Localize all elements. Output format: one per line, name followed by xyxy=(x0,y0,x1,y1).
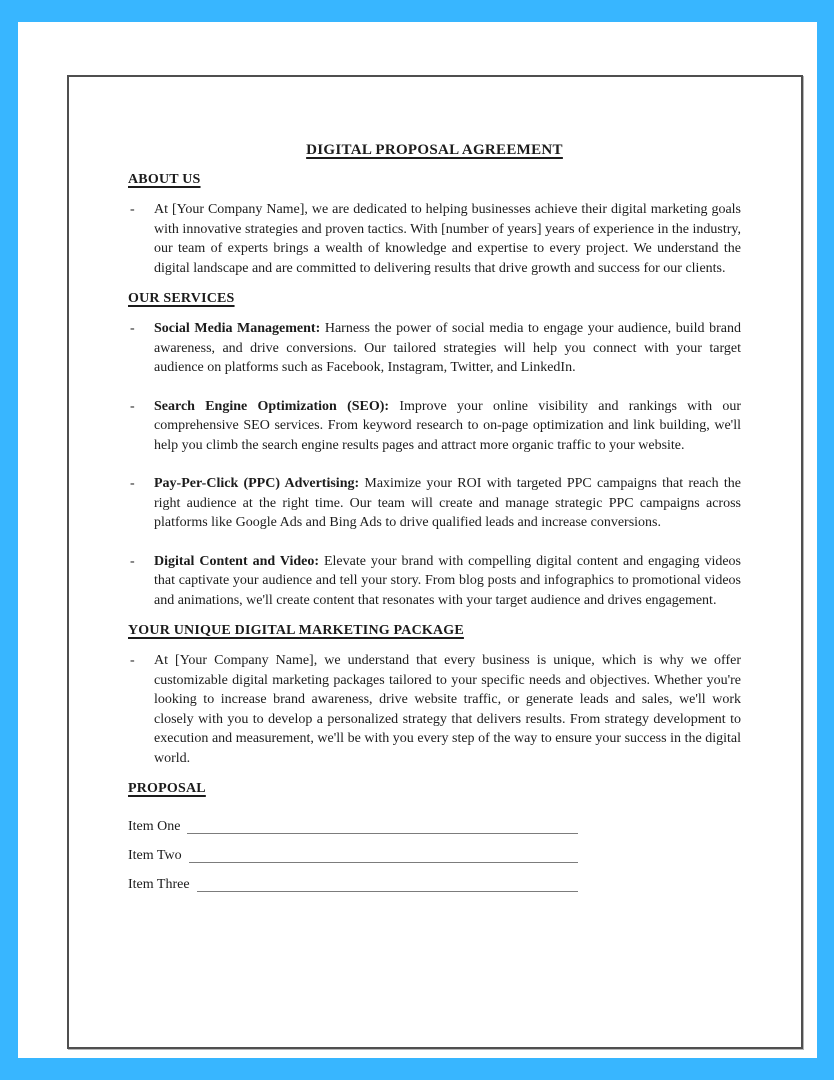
service-lead: Pay-Per-Click (PPC) Advertising: xyxy=(154,476,360,491)
service-text xyxy=(154,474,741,533)
proposal-item-label: Item Three xyxy=(128,877,190,892)
bullet-marker: - xyxy=(130,476,135,491)
service-lead: Social Media Management: xyxy=(154,321,321,336)
proposal-item-fill-line xyxy=(189,862,578,863)
package-text: At [Your Company Name], we understand that every business is unique, which is why we offer customizable digital marketing packages tailored to your specific needs and objectives. Whether you're looking to increase brand awareness, drive website traffic, or generate leads and sales, we'll work closely with you to develop a personalized strategy that delivers results. From strategy development to execution and measurement, we'll be with you every step of the way to ensure your success in the digital world. xyxy=(154,653,741,766)
proposal-item-fill-line xyxy=(187,833,578,834)
bullet-marker: - xyxy=(130,321,135,336)
service-text xyxy=(154,319,741,378)
doc-title: DIGITAL PROPOSAL AGREEMENT xyxy=(306,142,563,158)
bullet-marker: - xyxy=(130,553,135,569)
bullet-marker: - xyxy=(130,398,135,414)
service-item-social-media xyxy=(128,319,741,378)
service-item-seo xyxy=(128,397,741,456)
service-body: Improve your online visibility and rankings with our comprehensive SEO services. From keyword research to on-page optimization and link building, we'll help you climb the search engine results pages and attract more organic traffic to your website. xyxy=(154,398,741,453)
proposal-item-label: Item One xyxy=(128,819,181,834)
proposal-item-two xyxy=(128,835,578,864)
section-heading-proposal: PROPOSAL xyxy=(128,781,206,796)
service-text xyxy=(154,397,741,456)
white-mat xyxy=(18,22,817,1058)
proposal-items xyxy=(128,806,741,893)
proposal-item-label: Item Two xyxy=(128,848,182,863)
package-paragraph xyxy=(128,651,741,768)
bullet-marker: - xyxy=(130,653,135,668)
proposal-item-one xyxy=(128,806,578,835)
service-text xyxy=(154,552,741,611)
about-paragraph xyxy=(128,200,741,278)
service-body: Harness the power of social media to engage your audience, build brand awareness, and drive conversions. Our tailored strategies will help you connect with your target audience on platforms such as Facebook, Instagram, Twitter, and LinkedIn. xyxy=(154,321,741,375)
service-body: Maximize your ROI with targeted PPC campaigns that reach the right audience at the right time. Our team will create and manage strategic PPC campaigns across platforms like Google Ads and Bing Ads to drive qualified leads and increase conversions. xyxy=(154,476,741,530)
service-lead: Digital Content and Video: xyxy=(154,553,319,569)
document-page xyxy=(67,75,803,1049)
about-text: At [Your Company Name], we are dedicated to helping businesses achieve their digital marketing goals with innovative strategies and proven tactics. With [number of years] years of experience in the industry, our team of experts brings a wealth of knowledge and expertise to every project. We understand the digital landscape and are committed to delivering results that drive growth and success for our clients. xyxy=(154,202,741,276)
proposal-item-three xyxy=(128,864,578,893)
service-item-ppc xyxy=(128,474,741,533)
proposal-item-fill-line xyxy=(197,891,578,892)
bullet-marker: - xyxy=(130,202,135,217)
service-body: Elevate your brand with compelling digital content and engaging videos that captivate your audience and tell your story. From blog posts and infographics to promotional videos and animations, we'll create content that resonates with your target audience and drives engagement. xyxy=(154,553,742,608)
service-lead: Search Engine Optimization (SEO): xyxy=(154,398,390,414)
service-item-digital-content xyxy=(128,552,741,611)
section-heading-our-services: OUR SERVICES xyxy=(128,291,235,306)
section-heading-about-us: ABOUT US xyxy=(128,172,201,187)
section-heading-package: YOUR UNIQUE DIGITAL MARKETING PACKAGE xyxy=(128,623,464,638)
